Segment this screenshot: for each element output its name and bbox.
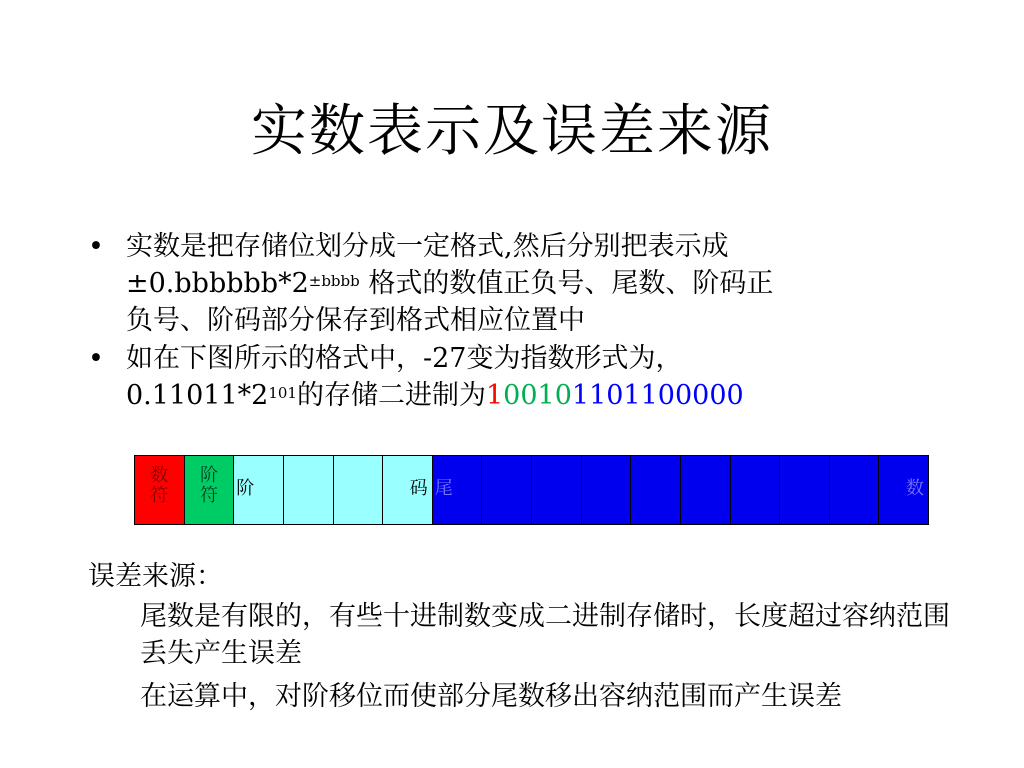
binary-exponent-bits: 0010: [503, 380, 572, 411]
bullet-text: [126, 340, 936, 414]
bit-cell-label-char: 码: [409, 478, 428, 499]
bullet-line: 格式的数值正负号、尾数、阶码正: [359, 268, 774, 299]
bit-cell-label: [410, 479, 428, 499]
bit-cell: [334, 456, 384, 524]
bit-cell: [780, 456, 830, 524]
bullet-dot: •: [88, 343, 104, 374]
bit-cell-label-char: 符: [199, 485, 218, 506]
bullet-text: [126, 228, 936, 339]
bit-cell: [135, 456, 185, 524]
bit-cell-label-char: 尾: [434, 478, 453, 499]
bullet-dot: •: [88, 231, 104, 262]
binary-sign-bit: 1: [485, 380, 504, 411]
bit-cell: [681, 456, 731, 524]
bit-cell: [482, 456, 532, 524]
bit-cell: [631, 456, 681, 524]
bit-cell-label-char: 数: [906, 478, 924, 499]
bit-cell: [731, 456, 781, 524]
bit-cell-label-char: 符: [150, 485, 169, 506]
bit-cell: [532, 456, 582, 524]
bullet-line: 实数是把存储位划分成一定格式,然后分别把表示成: [126, 231, 729, 262]
error-source-item: 在运算中，对阶移位而使部分尾数移出容纳范围而产生误差: [140, 681, 842, 712]
bullet-line: 负号、阶码部分保存到格式相应位置中: [126, 305, 585, 336]
format-expression: ±0.bbbbbb*2: [126, 268, 309, 299]
binary-mantissa-bits: 1101100000: [571, 380, 744, 411]
bit-format-diagram: [134, 455, 929, 525]
bit-cell-label-char: 阶: [236, 478, 255, 499]
bit-cell-label: [906, 479, 924, 499]
bullet-line: 如在下图所示的格式中，-27变为指数形式为，: [126, 343, 683, 374]
bit-cell: [582, 456, 632, 524]
error-sources-heading: 误差来源：: [88, 561, 223, 592]
bit-cell-label: [236, 479, 254, 499]
exponent-expression: 0.11011*2: [126, 380, 269, 411]
bit-cell: [284, 456, 334, 524]
bit-cell: [433, 456, 483, 524]
exponent-value: 101: [268, 384, 297, 402]
bit-cell: [383, 456, 433, 524]
bit-cell-label-char: 数: [150, 465, 169, 486]
bit-cell-label: [135, 466, 184, 506]
slide-title: 实数表示及误差来源: [251, 99, 773, 164]
bullet-line: 的存储二进制为: [296, 380, 486, 411]
bit-cell-label: [185, 466, 234, 506]
bit-cell: [185, 456, 235, 524]
bit-cell: [234, 456, 284, 524]
bit-cell-label: [435, 479, 453, 499]
bit-cell: [879, 456, 928, 524]
bit-cell: [830, 456, 880, 524]
bit-cell-label-char: 阶: [199, 465, 218, 486]
error-source-item: 尾数是有限的，有些十进制数变成二进制存储时，长度超过容纳范围丢失产生误差: [140, 601, 950, 669]
exponent-format: ±bbbb: [308, 272, 360, 290]
